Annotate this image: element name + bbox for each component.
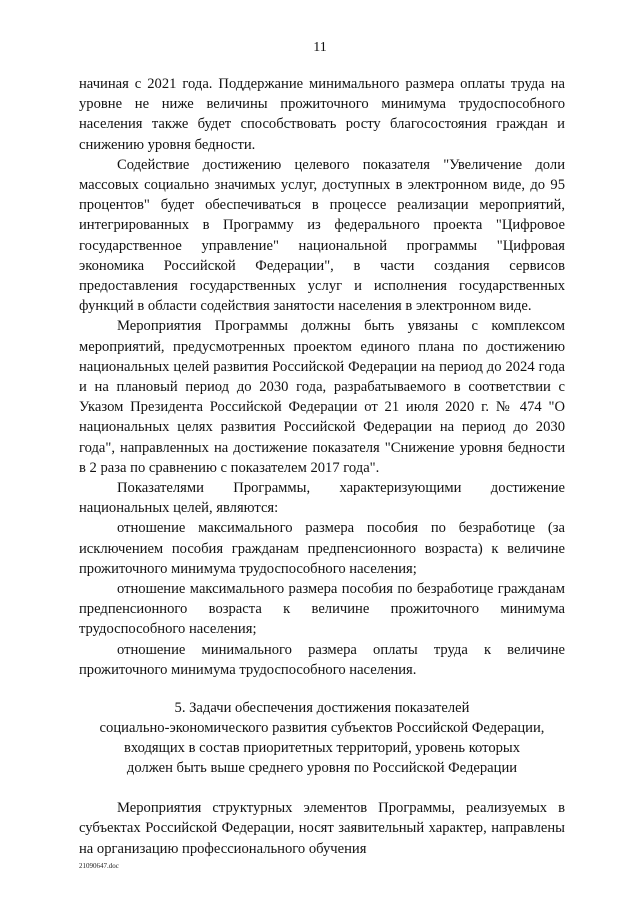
- paragraph-1: начиная с 2021 года. Поддержание минимального размера оплаты труда на уровне не ниже величины прожиточного минимума трудоспособного населения также будет способствовать росту благосостояния граждан и снижению уровня бедности.: [79, 76, 565, 153]
- footer-filename: 21090647.doc: [79, 862, 119, 870]
- document-body: [79, 74, 565, 859]
- page-number: 11: [313, 40, 327, 55]
- list-item-3: отношение минимального размера оплаты труда к величине прожиточного минимума трудоспособного населения.: [79, 641, 565, 678]
- paragraph-3: Мероприятия Программы должны быть увязаны с комплексом мероприятий, предусмотренных проектом единого плана по достижению национальных целей развития Российской Федерации на период до 2024 года и на плановый период до 2030 года, разрабатываемого в соответствии с Указом Президента Российской Федерации от 21 июля 2020 г. № 474 "О национальных целях развития Российской Федерации на период до 2030 года", направленных на достижение показателя "Снижение уровня бедности в 2 раза по сравнению с показателем 2017 года".: [79, 318, 565, 476]
- section-title: [79, 698, 565, 778]
- list-item-1: отношение максимального размера пособия по безработице (за исключением пособия гражданам предпенсионного возраста) к величине прожиточного минимума трудоспособного населения;: [79, 520, 565, 577]
- closing-paragraph: Мероприятия структурных элементов Программы, реализуемых в субъектах Российской Федерации, носят заявительный характер, направлены на организацию профессионального обучения: [79, 800, 565, 857]
- paragraph-2: Содействие достижению целевого показателя "Увеличение доли массовых социально значимых услуг, доступных в электронном виде, до 95 процентов" будет обеспечиваться в процессе реализации мероприятий, интегрированных в Программу из федерального проекта "Цифровое государственное управление" национальной программы "Цифровая экономика Российской Федерации", в части создания сервисов предоставления государственных услуг и исполнения государственных функций в области содействия занятости населения в электронном виде.: [79, 156, 565, 315]
- section-title-line-4: должен быть выше среднего уровня по Российской Федерации: [126, 760, 518, 777]
- list-item-2: отношение максимального размера пособия по безработице гражданам предпенсионного возраста к величине прожиточного минимума трудоспособного населения;: [79, 581, 565, 638]
- section-title-line-3: входящих в состав приоритетных территорий, уровень которых: [123, 740, 521, 757]
- paragraph-4: Показателями Программы, характеризующими достижение национальных целей, являются:: [79, 480, 565, 517]
- section-title-line-2: социально-экономического развития субъектов Российской Федерации,: [99, 720, 545, 737]
- section-title-line-1: 5. Задачи обеспечения достижения показателей: [174, 700, 470, 717]
